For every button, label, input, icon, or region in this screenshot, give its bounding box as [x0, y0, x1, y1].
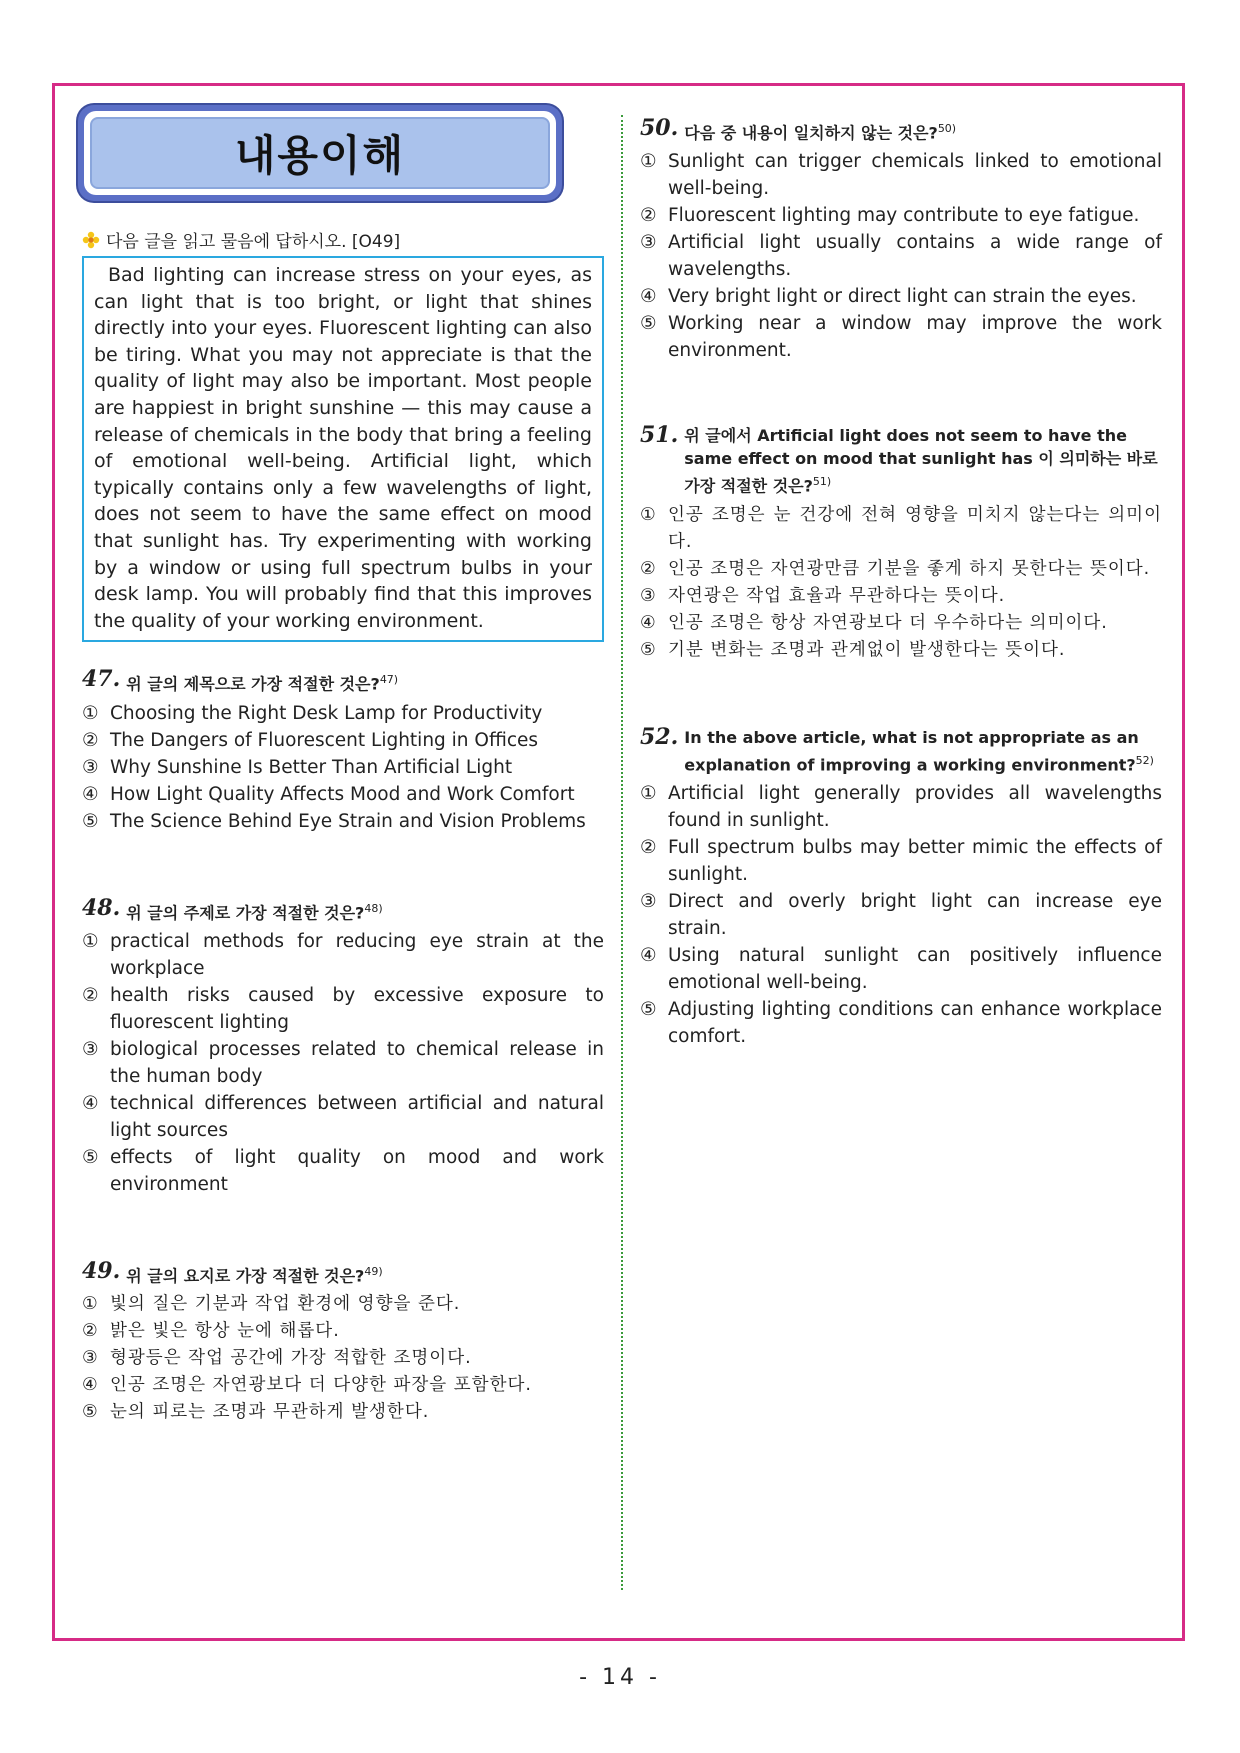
question-52 — [640, 723, 1162, 1050]
option[interactable]: ③ Artificial light usually contains a wide range of wavelengths. — [640, 232, 1162, 281]
instruction — [82, 227, 604, 252]
question-stem: 위 글의 요지로 가장 적절한 것은? — [126, 1266, 365, 1286]
option[interactable]: ① Artificial light generally provides all wavelengths found in sunlight. — [640, 782, 1162, 831]
option[interactable]: ② 인공 조명은 자연광만큼 기분을 좋게 하지 못한다는 뜻이다. — [640, 558, 1151, 579]
option[interactable]: ⑤ 눈의 피로는 조명과 무관하게 발생한다. — [82, 1402, 430, 1423]
option[interactable]: ② 밝은 빛은 항상 눈에 해롭다. — [82, 1321, 340, 1342]
option[interactable]: ② Fluorescent lighting may contribute to eye fatigue. — [640, 205, 1140, 227]
flower-icon — [82, 231, 100, 249]
option[interactable]: ③ Direct and overly bright light can increase eye strain. — [640, 890, 1162, 939]
question-number: 49. — [82, 1257, 121, 1284]
option[interactable]: ② The Dangers of Fluorescent Lighting in Offices — [82, 729, 539, 751]
option[interactable]: ⑤ Working near a window may improve the work environment. — [640, 313, 1162, 362]
question-stem: 다음 중 내용이 일치하지 않는 것은? — [684, 123, 938, 143]
instruction-text: 다음 글을 읽고 물음에 답하시오. [O49] — [106, 232, 401, 252]
question-stem: 위 글의 제목으로 가장 적절한 것은? — [126, 674, 380, 694]
page-number: - 14 - — [579, 1665, 661, 1690]
question-48 — [82, 894, 604, 1198]
option[interactable]: ④ How Light Quality Affects Mood and Work Comfort — [82, 783, 575, 805]
option-list — [640, 502, 1162, 664]
option-list — [82, 1291, 604, 1426]
option[interactable]: ① 인공 조명은 눈 건강에 전혀 영향을 미치지 않는다는 의미이다. — [640, 504, 1162, 552]
reading-passage — [82, 256, 604, 642]
question-number: 50. — [640, 115, 679, 141]
option[interactable]: ⑤ 기분 변화는 조명과 관계없이 발생한다는 뜻이다. — [640, 639, 1066, 660]
footnote-ref: 50) — [937, 122, 957, 135]
right-column — [640, 105, 1162, 1050]
section-title: 내용이해 — [234, 131, 406, 180]
option[interactable]: ④ 인공 조명은 항상 자연광보다 더 우수하다는 의미이다. — [640, 612, 1108, 633]
footnote-ref: 49) — [364, 1264, 383, 1278]
question-49 — [82, 1257, 604, 1426]
option[interactable]: ③ Why Sunshine Is Better Than Artificial Light — [82, 756, 513, 778]
question-stem: 위 글에서 Artificial light does not seem to have the same effect on mood that sunlight has 이 의미하는 바로 가장 적절한 것은? — [684, 426, 1158, 496]
option[interactable]: ③ biological processes related to chemical release in the human body — [82, 1038, 604, 1087]
option-list — [82, 700, 604, 835]
option[interactable]: ③ 자연광은 작업 효율과 무관하다는 뜻이다. — [640, 585, 1006, 606]
option[interactable]: ② health risks caused by excessive exposure to fluorescent lighting — [82, 984, 604, 1033]
option[interactable]: ⑤ The Science Behind Eye Strain and Vision Problems — [82, 810, 586, 832]
footnote-ref: 52) — [1135, 753, 1154, 767]
left-column — [82, 105, 604, 1426]
question-stem: In the above article, what is not appropriate as an explanation of improving a working environment? — [684, 727, 1139, 774]
option-list — [640, 148, 1162, 364]
option-list — [640, 780, 1162, 1050]
option[interactable]: ① practical methods for reducing eye strain at the workplace — [82, 930, 604, 979]
option[interactable]: ④ Using natural sunlight can positively influence emotional well-being. — [640, 944, 1162, 993]
question-number: 48. — [82, 894, 121, 921]
question-number: 47. — [82, 666, 121, 693]
option[interactable]: ① 빛의 질은 기분과 작업 환경에 영향을 준다. — [82, 1294, 461, 1315]
option[interactable]: ③ 형광등은 작업 공간에 가장 적합한 조명이다. — [82, 1348, 472, 1369]
question-47 — [82, 668, 604, 834]
option[interactable]: ② Full spectrum bulbs may better mimic the effects of sunlight. — [640, 836, 1162, 885]
option[interactable]: ④ technical differences between artificial and natural light sources — [82, 1092, 604, 1141]
question-51 — [640, 424, 1162, 663]
question-stem: 위 글의 주제로 가장 적절한 것은? — [126, 902, 365, 922]
option[interactable]: ① Sunlight can trigger chemicals linked to emotional well-being. — [640, 151, 1162, 200]
option[interactable]: ④ 인공 조명은 자연광보다 더 다양한 파장을 포함한다. — [82, 1375, 532, 1396]
question-number: 51. — [640, 422, 679, 449]
column-divider — [621, 115, 623, 1590]
footnote-ref: 48) — [364, 901, 383, 915]
footnote-ref: 47) — [379, 673, 399, 687]
option[interactable]: ① Choosing the Right Desk Lamp for Productivity — [82, 702, 543, 724]
option[interactable]: ⑤ Adjusting lighting conditions can enhance workplace comfort. — [640, 998, 1162, 1047]
question-number: 52. — [640, 723, 679, 750]
option[interactable]: ④ Very bright light or direct light can strain the eyes. — [640, 286, 1137, 308]
question-50 — [640, 117, 1162, 364]
option-list — [82, 928, 604, 1198]
option[interactable]: ⑤ effects of light quality on mood and work environment — [82, 1146, 604, 1195]
passage-text: Bad lighting can increase stress on your eyes, as can light that is too bright, or light that shines directly into your eyes. Fluorescent lighting can also be tiring. What you may not appreciate is that the quality of light may also be important. Most people are happiest in bright sunshine — this may cause a release of chemicals in the body that bring a feeling of emotional well-being. Artificial light, which typically contains only a few wavelengths of light, does not seem to have the same effect on mood that sunlight has. Try experimenting with working by a window or using full spectrum bulbs in your desk lamp. You will probably find that this improves the quality of your working environment. — [94, 264, 592, 632]
footnote-ref: 51) — [812, 475, 832, 489]
section-title-box — [78, 105, 562, 201]
